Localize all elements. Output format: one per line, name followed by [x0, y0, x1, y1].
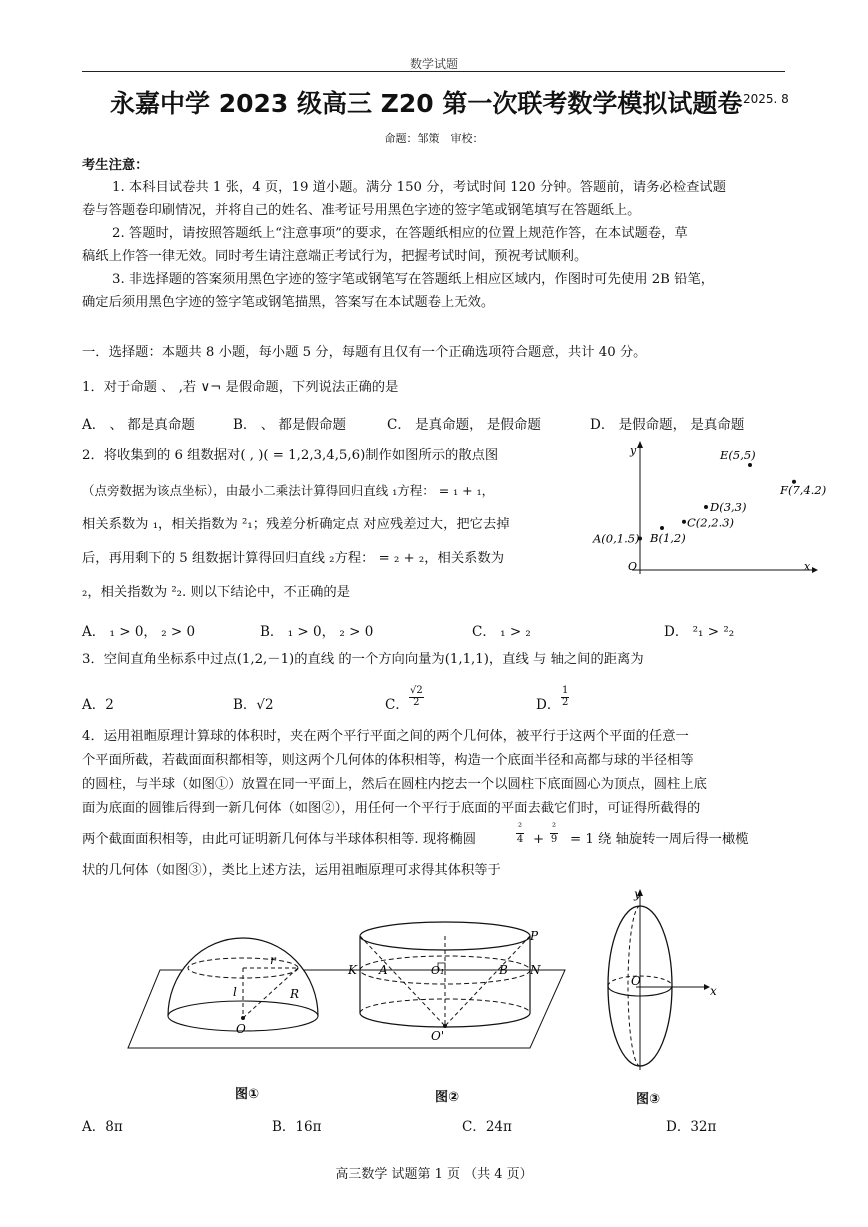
q3-stem: 3．空间直角坐标系中过点(1,2,－1)的直线 的一个方向向量为(1,1,1)，直线 与 轴之间的距离为	[82, 652, 644, 667]
scatter-origin-label: O	[628, 560, 638, 573]
page-footer: 高三数学 试题第 1 页 （共 4 页）	[335, 1167, 533, 1182]
q3-option-c-fraction	[409, 686, 424, 708]
notice-line: 2. 答题时，请按照答题纸上“注意事项”的要求，在答题纸相应的位置上规范作答，在本试题卷，草	[112, 226, 688, 241]
svg-text:O: O	[631, 974, 641, 988]
fraction-denominator: 2	[562, 696, 569, 708]
fraction-numerator: √2	[410, 685, 423, 696]
q4-option-d: D．32π	[666, 1119, 717, 1135]
q3-option-c: C．	[385, 697, 409, 713]
figure-1-caption: 图①	[235, 1087, 260, 1102]
notice-line: 1. 本科目试卷共 1 张，4 页，19 道小题。满分 150 分，考试时间 120 分钟。答题前，请务必检查试题	[112, 180, 727, 195]
q4-line: 两个截面面积相等，由此可证明新几何体与半球体积相等. 现将椭圆	[82, 832, 477, 847]
svg-text:r: r	[270, 953, 276, 967]
q2-option-b: B． ₁ > 0， ₂ > 0	[260, 624, 374, 640]
q3-option-b: B．√2	[233, 697, 274, 713]
q2-line: 2．将收集到的 6 组数据对( , )( = 1,2,3,4,5,6)制作如图所示的散点图	[82, 448, 499, 463]
header-rule	[82, 71, 785, 72]
q1-stem: 1．对于命题 、 ,若 ∨¬ 是假命题，下列说法正确的是	[82, 380, 399, 395]
q2-option-a: A． ₁ > 0， ₂ > 0	[82, 624, 196, 640]
q2-line: 相关系数为 ₁，相关指数为 ²₁；残差分析确定点 对应残差过大，把它去掉	[82, 517, 510, 532]
figure-2-caption: 图②	[435, 1090, 460, 1105]
q1-option-d: D． 是假命题， 是真命题	[590, 417, 745, 433]
scatter-point	[682, 520, 686, 524]
svg-text:O: O	[236, 1022, 246, 1036]
scatter-point-label: F(7,4.2)	[780, 482, 827, 497]
fraction-denominator: 9	[550, 834, 558, 845]
q3-option-a: A．2	[82, 697, 114, 713]
q4-line: 个平面所截，若截面面积都相等，则这两个几何体的体积相等，构造一个底面半径和高都与球的半径相等	[82, 753, 694, 768]
q3-option-d: D．	[536, 697, 561, 713]
scatter-point	[704, 505, 708, 509]
figures-hemisphere-cylinder	[120, 918, 570, 1068]
page-header-label: 数学试题	[409, 57, 458, 71]
q4-fraction-y	[550, 822, 558, 845]
q4-line: 的圆柱，与半球（如图①）放置在同一平面上，然后在圆柱内挖去一个以圆柱下底面圆心为顶点，圆柱上底	[82, 777, 707, 792]
q2-option-d: D． ²₁ > ²₂	[664, 624, 735, 640]
svg-text:l: l	[233, 985, 237, 999]
scatter-y-arrow-icon	[637, 441, 643, 448]
svg-text:N: N	[530, 963, 541, 977]
scatter-point-label: E(5,5)	[720, 448, 756, 462]
section-heading: 一．选择题：本题共 8 小题，每小题 5 分，每题有且仅有一个正确选项符合题意，共计 40 分。	[82, 345, 647, 360]
svg-text:A: A	[379, 963, 388, 977]
svg-text:O': O'	[431, 1029, 445, 1043]
fraction-numerator: ²	[518, 822, 523, 833]
hemisphere-figure	[168, 938, 318, 1036]
notice-line: 确定后须用黑色字迹的签字笔或钢笔描黑，答案写在本试题卷上无效。	[82, 295, 495, 310]
scatter-point-label: A(0,1.5)	[593, 531, 640, 546]
q1-option-c: C． 是真命题， 是假命题	[387, 417, 541, 433]
scatter-x-arrow-icon	[812, 567, 818, 573]
scatter-plot	[590, 438, 827, 578]
q4-line: 面为底面的圆锥后得到一新几何体（如图②），用任何一个平行于底面的平面去截它们时，可证得所截得的	[82, 801, 701, 816]
q1-option-b: B． 、 都是假命题	[233, 417, 347, 433]
exam-title: 永嘉中学 2023 级高三 Z20 第一次联考数学模拟试题卷	[110, 89, 743, 118]
q2-line: （点旁数据为该点坐标），由最小二乘法计算得回归直线 ₁方程： = ₁ + ₁，	[82, 483, 495, 498]
exam-subtitle: 命题：邹策 审校：	[384, 132, 484, 145]
figure-ellipsoid	[598, 882, 728, 1082]
q4-option-c: C．24π	[462, 1119, 512, 1135]
notice-line: 稿纸上作答一律无效。同时考生请注意端正考试行为，把握考试时间，预祝考试顺利。	[82, 249, 588, 264]
scatter-point-label: B(1,2)	[650, 531, 686, 545]
q4-line: 4．运用祖暅原理计算球的体积时，夹在两个平行平面之间的两个几何体，被平行于这两个平面的任意一	[82, 729, 689, 744]
fraction-numerator: 1	[562, 685, 569, 696]
fraction-numerator: ²	[552, 822, 557, 833]
svg-text:O₁: O₁	[431, 964, 445, 977]
svg-text:K: K	[348, 963, 357, 977]
q4-line: 状的几何体（如图③），类比上述方法，运用祖暅原理可求得其体积等于	[82, 863, 501, 878]
scatter-point-label: D(3,3)	[710, 500, 747, 514]
exam-date: 2025. 8	[743, 92, 789, 106]
plus-sign: +	[533, 832, 545, 847]
q2-line: ₂，相关指数为 ²₂. 则以下结论中，不正确的是	[82, 585, 351, 600]
q4-option-b: B．16π	[272, 1119, 322, 1135]
figure-3-caption: 图③	[636, 1092, 661, 1107]
q2-line: 后，再用剩下的 5 组数据计算得回归直线 ₂方程： = ₂ + ₂，相关系数为	[82, 551, 505, 566]
cylinder-figure	[347, 922, 541, 1043]
svg-text:y: y	[634, 887, 641, 901]
svg-text:x: x	[710, 984, 717, 998]
q1-option-a: A． 、 都是真命题	[82, 417, 195, 433]
q4-option-a: A．8π	[82, 1119, 123, 1135]
q4-line: = 1 绕 轴旋转一周后得一橄榄	[570, 832, 749, 847]
notice-heading: 考生注意：	[82, 158, 149, 173]
fraction-denominator: 4	[516, 834, 524, 845]
notice-line: 3. 非选择题的答案须用黑色字迹的签字笔或钢笔写在答题纸上相应区域内，作图时可先使用 2B 铅笔，	[112, 272, 715, 287]
fraction-denominator: 2	[413, 696, 420, 708]
q2-option-c: C． ₁ > ₂	[472, 624, 531, 640]
svg-text:B: B	[499, 963, 508, 977]
scatter-point	[748, 463, 752, 467]
svg-text:R: R	[290, 987, 300, 1001]
scatter-y-label: y	[630, 444, 637, 457]
notice-line: 卷与答题卷印刷情况，并将自己的姓名、准考证号用黑色字迹的签字笔或钢笔填写在答题纸上。	[82, 203, 641, 218]
scatter-x-label: x	[804, 560, 811, 573]
svg-text:P: P	[530, 929, 539, 943]
q3-option-d-fraction	[561, 686, 569, 708]
q4-fraction-x	[516, 822, 524, 845]
scatter-point-label: C(2,2.3)	[687, 515, 735, 530]
scatter-point	[660, 526, 664, 530]
